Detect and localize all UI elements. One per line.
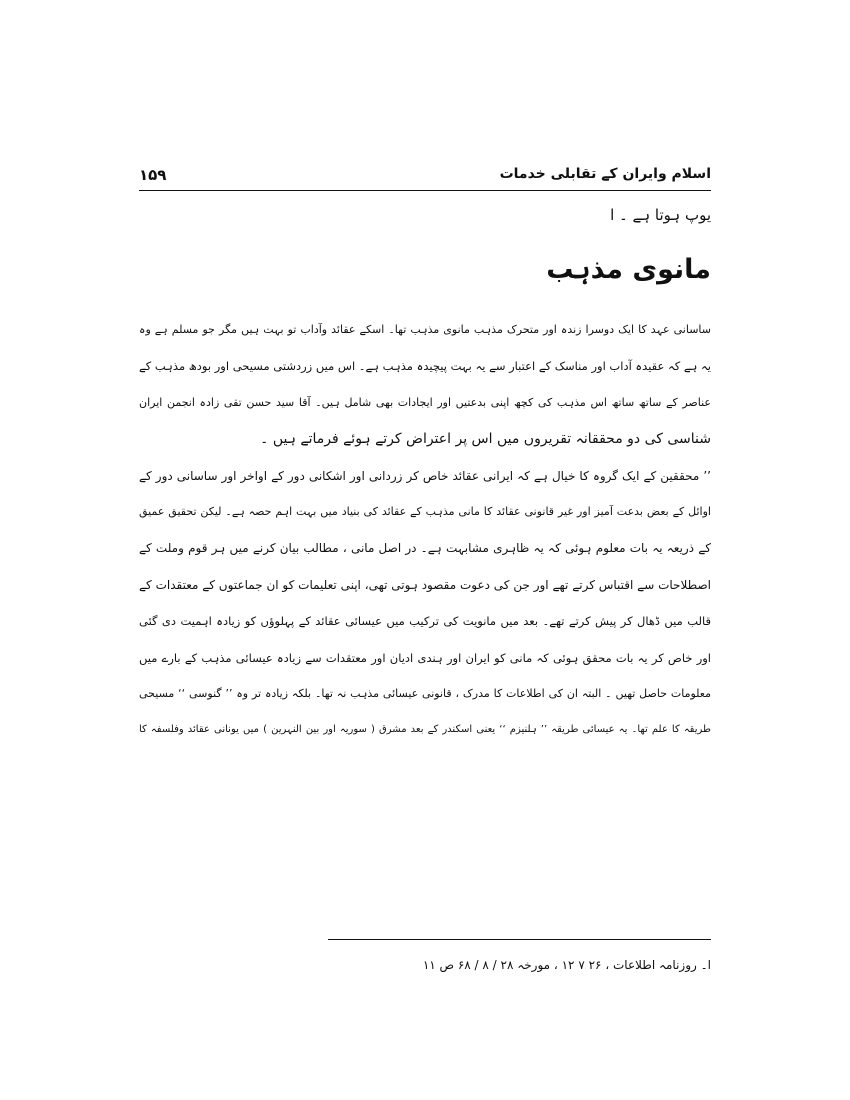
page-number: ۱۵۹ [139, 166, 167, 184]
text-line: طریقہ کا علم تھا۔ یہ عیسائی طریقہ ’’ ہلنیزم ‘‘ یعنی اسکندر کے بعد مشرق ( سوریہ اور بین النہرین ) میں یونانی عقائد وفلسفہ کا [139, 724, 711, 736]
text-line: ساسانی عہد کا ایک دوسرا زندہ اور متحرک مذہب مانوی مذہب تھا۔ اسکے عقائد وآداب تو بہت ہیں مگر جو مسلم ہے وہ [139, 323, 711, 336]
text-line: ’’ محققین کے ایک گروہ کا خیال ہے کہ ایرانی عقائد خاص کر زردانی اور اشکانی دور کے اواخر اور ساسانی دور کے [139, 468, 711, 483]
text-line: قالب میں ڈھال کر پیش کرتے تھے۔ بعد میں مانویت کی ترکیب میں عیسائی عقائد کے پہلوؤں کو زیادہ اہمیت دی گئی [139, 614, 711, 629]
continuation-line: یوپ ہوتا ہے ۔ ا [610, 206, 711, 224]
text-line: شناسی کی دو محققانہ تقریروں میں اس پر اعتراض کرتے ہوئے فرماتے ہیں ۔ [260, 431, 711, 448]
header-rule [139, 190, 711, 191]
text-line: اصطلاحات سے اقتباس کرتے تھے اور جن کی دعوت مقصود ہوتی تھی، اپنی تعلیمات کو ان جماعتوں کے معتقدات کے [139, 577, 711, 592]
running-head: اسلام وایران کے تقابلی خدمات [499, 166, 711, 182]
footnote: ا۔ روزنامہ اطلاعات ، ۲۶ ۷ ۱۲ ، مورخہ ۲۸ / ۸ / ۶۸ ص ۱۱ [422, 958, 711, 972]
text-line: عناصر کے ساتھ ساتھ اس مذہب کی کچھ اپنی بدعتیں اور ایجادات بھی شامل ہیں۔ آقا سید حسن تقی زادہ انجمن ایران [139, 395, 711, 409]
text-line: معلومات حاصل تھیں ۔ البتہ ان کی اطلاعات کا مدرک ، قانونی عیسائی مذہب نہ تھا۔ بلکہ زیادہ تر وہ ’’ گنوسی ‘‘ مسیحی [139, 686, 711, 700]
section-heading: مانوی مذہب [546, 254, 711, 285]
paragraph-quotation [139, 458, 711, 749]
text-line: اور خاص کر یہ بات محقق ہوئی کہ مانی کو ایران اور ہندی ادیان اور معتقدات سے زیادہ عیسائی مذہب کے بارے میں [139, 650, 711, 665]
text-line: یہ ہے کہ عقیدہ آداب اور مناسک کے اعتبار سے یہ بہت پیچیدہ مذہب ہے۔ اس میں زردشتی مسیحی اور بودھ مذہب کے [139, 359, 711, 374]
text-line: اوائل کے بعض بدعت آمیز اور غیر قانونی عقائد کا مانی مذہب کے عقائد کی بنیاد میں بہت اہم حصہ ہے۔ لیکن تحقیق عمیق [139, 504, 711, 518]
paragraph-intro [139, 312, 711, 458]
text-line: کے ذریعہ یہ بات معلوم ہوئی کہ یہ ظاہری مشابہت ہے۔ در اصل مانی ، مطالب بیان کرنے میں ہر قوم وملت کے [139, 541, 711, 556]
page-header [139, 160, 711, 194]
body-text [139, 312, 711, 749]
footnote-rule [328, 939, 711, 940]
